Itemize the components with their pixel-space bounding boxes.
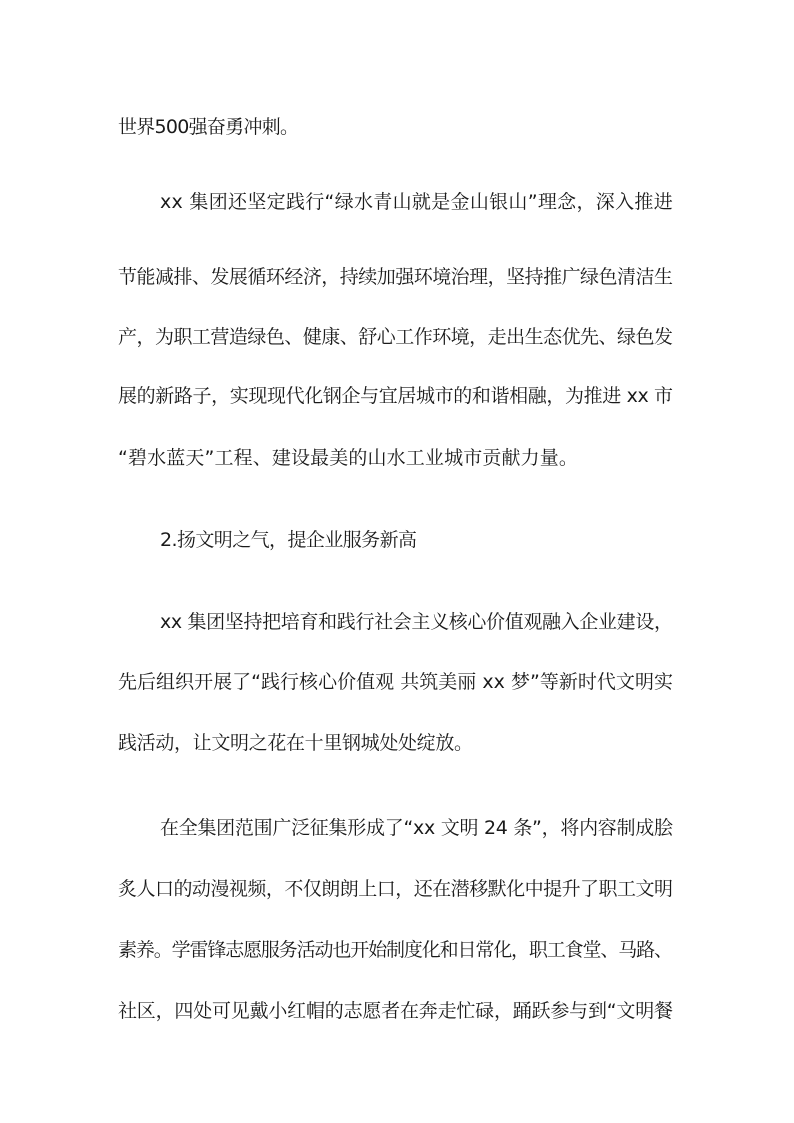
text-line [0,607,794,637]
text-line [0,813,794,843]
line-text: 在全集团范围广泛征集形成了“xx 文明 24 条”，将内容制成脍 [160,817,673,839]
text-line [0,667,794,697]
line-text: “碧水蓝天”工程、建设最美的山水工业城市贡献力量。 [118,447,578,469]
line-text: xx 集团坚持把培育和践行社会主义核心价值观融入企业建设， [160,611,673,633]
line-text: 先后组织开展了“践行核心价值观 共筑美丽 xx 梦”等新时代文明实 [118,671,673,693]
line-text: 节能减排、发展循环经济，持续加强环境治理，坚持推广绿色清洁生 [118,266,673,288]
text-line [0,874,794,904]
text-line [0,728,794,758]
text-line [0,262,794,292]
line-text: 素养。学雷锋志愿服务活动也开始制度化和日常化，职工食堂、马路、 [118,939,672,961]
text-line [0,322,794,352]
text-line [0,381,794,411]
line-text: 展的新路子，实现现代化钢企与宜居城市的和谐相融，为推进 xx 市 [118,385,673,407]
text-line [0,112,794,142]
line-text: 践活动，让文明之花在十里钢城处处绽放。 [118,732,473,754]
text-line [0,935,794,965]
line-text: 社区，四处可见戴小红帽的志愿者在奔走忙碌，踊跃参与到“文明餐 [118,1000,673,1022]
text-line [0,996,794,1026]
line-text: 炙人口的动漫视频，不仅朗朗上口，还在潜移默化中提升了职工文明 [118,878,673,900]
text-line [0,187,794,217]
section-heading [0,525,794,555]
line-text: xx 集团还坚定践行“绿水青山就是金山银山”理念，深入推进 [160,191,673,213]
line-text: 世界500强奋勇冲刺。 [118,116,299,138]
line-text: 产，为职工营造绿色、健康、舒心工作环境，走出生态优先、绿色发 [118,326,673,348]
text-line [0,443,794,473]
line-text: 2.扬文明之气，提企业服务新高 [160,529,417,551]
